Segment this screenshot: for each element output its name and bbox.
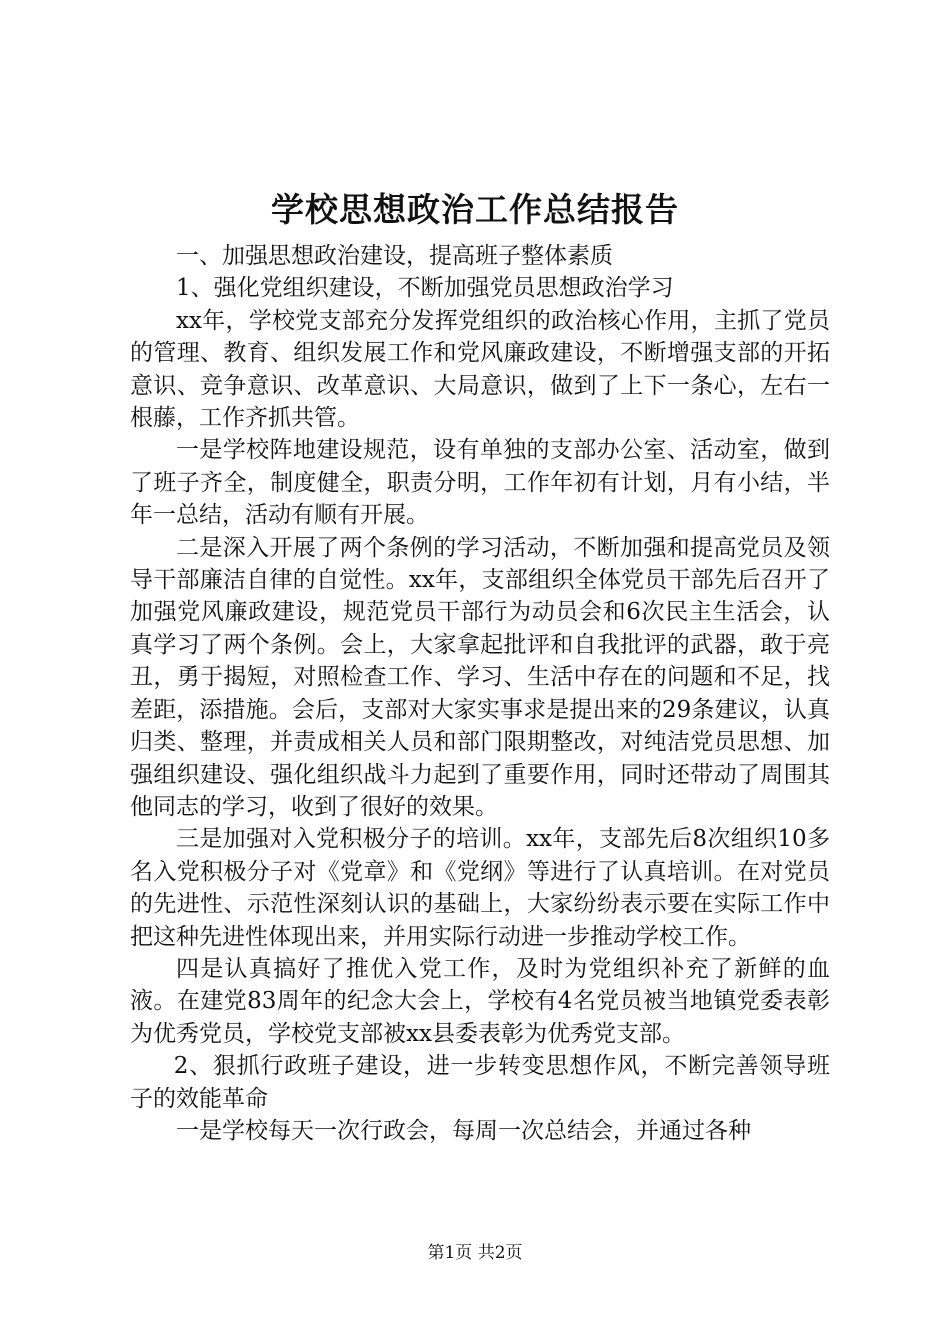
body-paragraph: 二是深入开展了两个条例的学习活动，不断加强和提高党员及领导干部廉洁自律的自觉性。xx年，支部组织全体党员干部先后召开了加强党风廉政建设，规范党员干部行为动员会和6次民主生活会，认真学习了两个条例。会上，大家拿起批评和自我批评的武器，敢于亮丑，勇于揭短，对照检查工作、学习、生活中存在的问题和不足，找差距，添措施。会后，支部对大家实事求是提出来的29条建议，认真归类、整理，并责成相关人员和部门限期整改，对纯洁党员思想、加强组织建设、强化组织战斗力起到了重要作用，同时还带动了周围其他同志的学习，收到了很好的效果。 [130,534,830,820]
body-paragraph: xx年，学校党支部充分发挥党组织的政治核心作用，主抓了党员的管理、教育、组织发展工作和党风廉政建设，不断增强支部的开拓意识、竞争意识、改革意识、大局意识，做到了上下一条心，左右一根藤，工作齐抓共管。 [130,307,830,432]
body-paragraph: 四是认真搞好了推优入党工作，及时为党组织补充了新鲜的血液。在建党83周年的纪念大会上，学校有4名党员被当地镇党委表彰为优秀党员，学校党支部被xx县委表彰为优秀党支部。 [130,955,830,1047]
page-number-footer: 第1页 共2页 [427,1243,523,1263]
body-paragraph: 三是加强对入党积极分子的培训。xx年，支部先后8次组织10多名入党积极分子对《党章》和《党纲》等进行了认真培训。在对党员的先进性、示范性深刻认识的基础上，大家纷纷表示要在实际工作中把这种先进性体现出来，并用实际行动进一步推动学校工作。 [130,826,830,950]
section-heading: 一、加强思想政治建设，提高班子整体素质 [176,243,613,269]
document-title: 学校思想政治工作总结报告 [271,190,679,229]
subsection-heading: 2、狠抓行政班子建设，进一步转变思想作风，不断完善领导班子的效能革命 [130,1053,830,1112]
subsection-heading: 1、强化党组织建设，不断加强党员思想政治学习 [176,275,674,302]
body-paragraph: 一是学校阵地建设规范，设有单独的支部办公室、活动室，做到了班子齐全，制度健全，职责分明，工作年初有计划，月有小结，半年一总结，活动有顺有开展。 [130,437,830,529]
document-body [130,240,830,1147]
body-paragraph: 一是学校每天一次行政会，每周一次总结会，并通过各种 [176,1117,751,1144]
